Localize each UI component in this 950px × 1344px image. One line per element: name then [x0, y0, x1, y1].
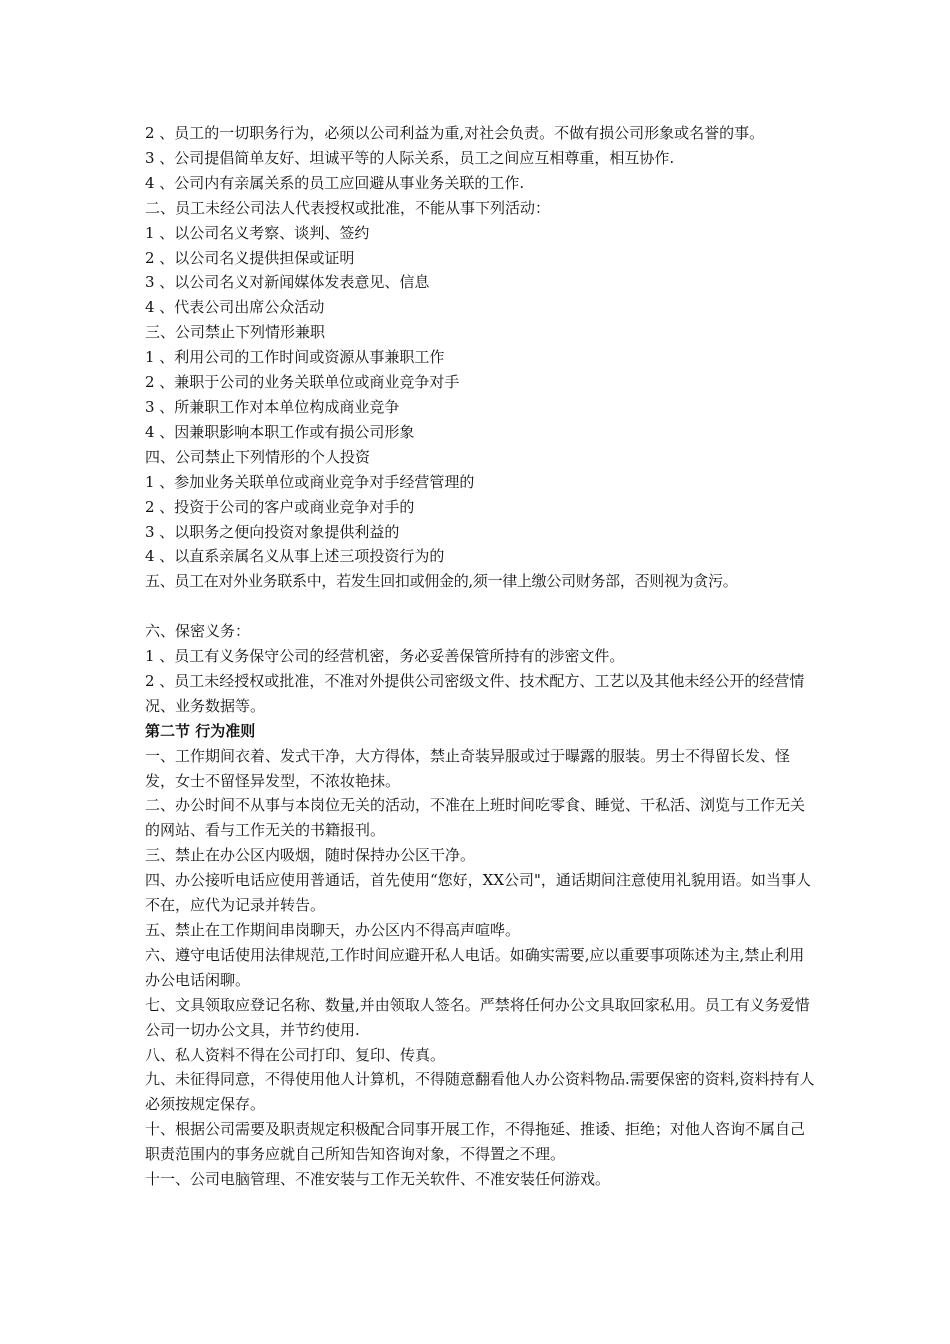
- clause-heading: 四、公司禁止下列情形的个人投资: [145, 447, 371, 466]
- clause-heading: 五、员工在对外业务联系中，若发生回扣或佣金的,须一律上缴公司财务部，否则视为贪污。: [145, 572, 738, 591]
- list-item: 3 、以职务之便向投资对象提供利益的: [145, 522, 400, 541]
- paragraph: 4 、公司内有亲属关系的员工应回避从事业务关联的工作.: [145, 173, 525, 192]
- document-body: [145, 121, 815, 1192]
- paragraph: 2 、员工的一切职务行为，必须以公司利益为重,对社会负责。不做有损公司形象或名誉的事。: [145, 124, 765, 142]
- section-heading: 第二节 行为准则: [145, 721, 256, 740]
- rule-item: 八、私人资料不得在公司打印、复印、传真。: [145, 1045, 446, 1064]
- rule-item: 一、工作期间衣着、发式干净，大方得体，禁止奇装异服或过于曝露的服装。男士不得留长发、怪发，女士不留怪异发型，不浓妆艳抹。: [145, 746, 791, 790]
- rule-item: 二、办公时间不从事与本岗位无关的活动，不准在上班时间吃零食、睡觉、干私活、浏览与工作无关的网站、看与工作无关的书籍报刊。: [145, 796, 806, 840]
- rule-item: 九、未征得同意，不得使用他人计算机，不得随意翻看他人办公资料物品.需要保密的资料,资料持有人必须按规定保存。: [145, 1070, 815, 1114]
- clause-heading: 三、公司禁止下列情形兼职: [145, 323, 326, 342]
- rule-item: 四、办公接听电话应使用普通话，首先使用“您好，XX公司"，通话期间注意使用礼貌用语。如当事人不在，应代为记录并转告。: [145, 871, 811, 915]
- rule-item: 五、禁止在工作期间串岗聊天，办公区内不得高声喧哗。: [145, 920, 521, 939]
- list-item: 3 、以公司名义对新闻媒体发表意见、信息: [145, 273, 430, 292]
- rule-item: 七、文具领取应登记名称、数量,并由领取人签名。严禁将任何办公文具取回家私用。员工有义务爱惜公司一切办公文具，并节约使用.: [145, 995, 810, 1039]
- list-item: 1 、利用公司的工作时间或资源从事兼职工作: [145, 348, 445, 367]
- clause-heading: 二、员工未经公司法人代表授权或批准，不能从事下列活动：: [145, 198, 551, 217]
- list-item: 1 、以公司名义考察、谈判、签约: [145, 223, 370, 242]
- rule-item: 三、禁止在办公区内吸烟，随时保持办公区干净。: [145, 846, 476, 865]
- list-item: 2 、以公司名义提供担保或证明: [145, 248, 355, 267]
- blank-line: [145, 594, 815, 619]
- list-item: 2 、兼职于公司的业务关联单位或商业竞争对手: [145, 373, 460, 392]
- list-item: 1 、员工有义务保守公司的经营机密，务必妥善保管所持有的涉密文件。: [145, 647, 625, 666]
- rule-item: 十、根据公司需要及职责规定积极配合同事开展工作，不得拖延、推诿、拒绝；对他人咨询不属自己职责范围内的事务应就自己所知告知咨询对象，不得置之不理。: [145, 1120, 806, 1164]
- list-item: 4 、因兼职影响本职工作或有损公司形象: [145, 422, 415, 441]
- list-item: 2 、员工未经授权或批准，不准对外提供公司密级文件、技术配方、工艺以及其他未经公开的经营情况、业务数据等。: [145, 671, 805, 715]
- list-item: 4 、代表公司出席公众活动: [145, 298, 325, 317]
- paragraph: 3 、公司提倡简单友好、坦诚平等的人际关系，员工之间应互相尊重，相互协作.: [145, 148, 675, 167]
- list-item: 2 、投资于公司的客户或商业竞争对手的: [145, 497, 415, 516]
- rule-item: 六、遵守电话使用法律规范,工作时间应避开私人电话。如确实需要,应以重要事项陈述为主,禁止利用办公电话闲聊。: [145, 945, 805, 989]
- clause-heading: 六、保密义务：: [145, 622, 251, 641]
- list-item: 3 、所兼职工作对本单位构成商业竞争: [145, 397, 400, 416]
- list-item: 4 、以直系亲属名义从事上述三项投资行为的: [145, 547, 445, 566]
- rule-item: 十一、公司电脑管理、不准安装与工作无关软件、不准安装任何游戏。: [145, 1170, 611, 1189]
- list-item: 1 、参加业务关联单位或商业竞争对手经营管理的: [145, 472, 475, 491]
